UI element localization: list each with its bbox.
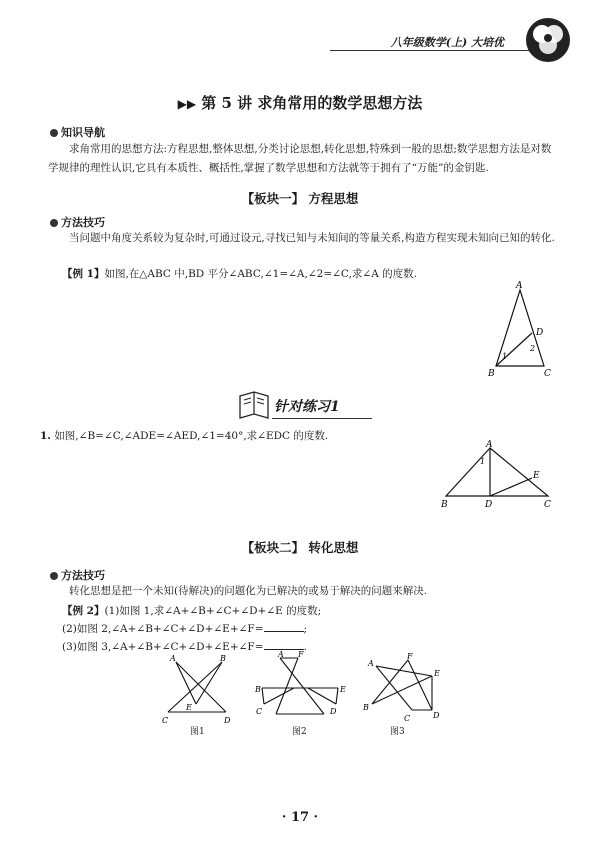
svg-text:C: C xyxy=(404,714,411,723)
svg-text:B: B xyxy=(363,703,369,712)
module2-method-text: 转化思想是把一个未知(待解决)的问题化为已解决的或易于解决的问题来解决. xyxy=(69,585,428,597)
svg-text:A: A xyxy=(278,650,284,659)
svg-text:C: C xyxy=(544,500,551,510)
figure-2-caption: 图2 xyxy=(292,727,307,737)
svg-text:D: D xyxy=(536,328,544,338)
module1-title: 【板块一】 方程思想 xyxy=(241,191,359,206)
practice-banner: 针对练习1 xyxy=(236,388,376,424)
header-rule xyxy=(330,50,540,51)
example2-q1: 【例 2】(1)如图 1,求∠A+∠B+∠C+∠D+∠E 的度数; xyxy=(62,605,322,617)
logo-icon xyxy=(524,16,572,64)
double-arrow-icon: ▶▶ xyxy=(177,97,197,111)
module1-method-text: 当问题中角度关系较为复杂时,可通过设元,寻找已知与未知间的等量关系,构造方程实现未知向已知的转化. xyxy=(69,232,555,244)
figure-2 xyxy=(254,650,350,730)
module2-method-label: 方法技巧 xyxy=(50,567,105,583)
example2-q2: (2)如图 2,∠A+∠B+∠C+∠D+∠E+∠F= ; xyxy=(62,623,308,635)
svg-text:C: C xyxy=(256,707,263,716)
svg-text:D: D xyxy=(224,716,231,725)
svg-text:B: B xyxy=(255,685,261,694)
svg-text:B: B xyxy=(220,654,226,663)
svg-text:D: D xyxy=(433,711,440,720)
figure-1-caption: 图1 xyxy=(190,727,205,737)
module1-method-label: 方法技巧 xyxy=(50,214,105,230)
svg-text:A: A xyxy=(486,440,493,450)
svg-text:E: E xyxy=(434,669,440,678)
book-icon xyxy=(236,388,272,422)
svg-text:C: C xyxy=(162,716,169,725)
knowledge-text: 求角常用的思想方法:方程思想,整体思想,分类讨论思想,转化思想,特殊到一般的思想;数学思想方法是对数学规律的理性认识,它具有本质性、概括性,掌握了数学思想和方法就等于拥有了“万能”的金钥匙. xyxy=(48,143,552,174)
bullet-icon xyxy=(50,129,58,137)
bullet-icon xyxy=(50,572,58,580)
svg-text:1: 1 xyxy=(502,352,508,361)
example1-figure xyxy=(478,280,558,380)
svg-text:1: 1 xyxy=(480,457,486,466)
svg-text:E: E xyxy=(340,685,346,694)
svg-text:A: A xyxy=(368,659,374,668)
svg-text:A: A xyxy=(170,654,176,663)
practice-q1-figure xyxy=(440,440,560,512)
example2-q3: (3)如图 3,∠A+∠B+∠C+∠D+∠E+∠F= . xyxy=(62,641,307,653)
answer-blank[interactable] xyxy=(264,639,304,650)
figure-3 xyxy=(360,652,446,732)
svg-text:C: C xyxy=(544,369,551,379)
page-title: ▶▶ 第 5 讲 求角常用的数学思想方法 xyxy=(177,94,423,112)
svg-text:2: 2 xyxy=(530,344,536,353)
figure-1 xyxy=(156,652,246,732)
bullet-icon xyxy=(50,219,58,227)
svg-text:D: D xyxy=(330,707,337,716)
svg-text:F: F xyxy=(298,650,304,659)
svg-text:D: D xyxy=(485,500,493,510)
figure-3-caption: 图3 xyxy=(390,727,405,737)
page-number: · 17 · xyxy=(281,810,319,825)
header-book-title: 八年级数学(上) 大培优 xyxy=(390,36,504,49)
answer-blank[interactable] xyxy=(264,621,304,632)
svg-text:A: A xyxy=(516,281,523,291)
svg-text:B: B xyxy=(488,369,495,379)
svg-text:B: B xyxy=(441,500,448,510)
practice-question-1: 1. 如图,∠B=∠C,∠ADE=∠AED,∠1=40°,求∠EDC 的度数. xyxy=(40,430,329,442)
module2-title: 【板块二】 转化思想 xyxy=(241,540,359,555)
svg-text:E: E xyxy=(533,471,540,481)
svg-text:F: F xyxy=(407,652,413,661)
svg-text:E: E xyxy=(186,703,192,712)
example1: 【例 1】如图,在△ABC 中,BD 平分∠ABC,∠1=∠A,∠2=∠C,求∠A 的度数. xyxy=(62,268,417,280)
knowledge-label: 知识导航 xyxy=(50,124,105,140)
